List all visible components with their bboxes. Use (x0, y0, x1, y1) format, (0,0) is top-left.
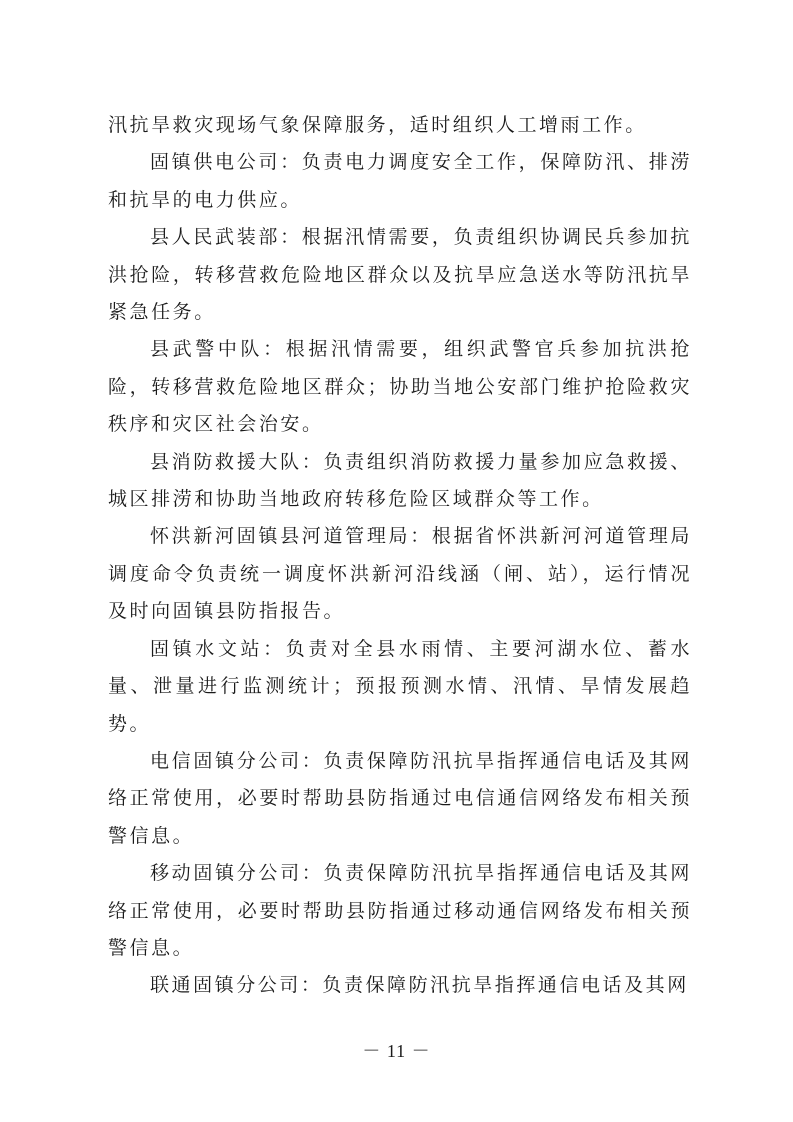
paragraph-mobile: 移动固镇分公司：负责保障防汛抗旱指挥通信电话及其网络正常使用，必要时帮助县防指通过移动通信网络发布相关预警信息。 (108, 862, 692, 959)
paragraph-telecom: 电信固镇分公司：负责保障防汛抗旱指挥通信电话及其网络正常使用，必要时帮助县防指通过电信通信网络发布相关预警信息。 (108, 749, 692, 847)
paragraph-hydrology-station: 固镇水文站：负责对全县水雨情、主要河湖水位、蓄水量、泄量进行监测统计；预报预测水情、汛情、旱情发展趋势。 (108, 637, 692, 735)
paragraph-armed-police: 县武警中队：根据汛情需要，组织武警官兵参加抗洪抢险，转移营救危险地区群众；协助当地公安部门维护抢险救灾秩序和灾区社会治安。 (108, 338, 692, 436)
paragraph-power-company: 固镇供电公司：负责电力调度安全工作，保障防汛、排涝和抗旱的电力供应。 (108, 151, 692, 211)
document-body (108, 107, 692, 1005)
paragraph-fire-rescue: 县消防救援大队：负责组织消防救援力量参加应急救援、城区排涝和协助当地政府转移危险区域群众等工作。 (108, 450, 692, 511)
paragraph-continued: 汛抗旱救灾现场气象保障服务，适时组织人工增雨工作。 (108, 114, 647, 136)
paragraph-armed-forces-dept: 县人民武装部：根据汛情需要，负责组织协调民兵参加抗洪抢险，转移营救危险地区群众以及抗旱应急送水等防汛抗旱紧急任务。 (108, 226, 692, 324)
paragraph-river-management: 怀洪新河固镇县河道管理局：根据省怀洪新河河道管理局调度命令负责统一调度怀洪新河沿线涵（闸、站），运行情况及时向固镇县防指报告。 (108, 525, 692, 623)
paragraph-unicom: 联通固镇分公司：负责保障防汛抗旱指挥通信电话及其网 (150, 974, 689, 997)
page-number: － 11 － (362, 1041, 431, 1061)
